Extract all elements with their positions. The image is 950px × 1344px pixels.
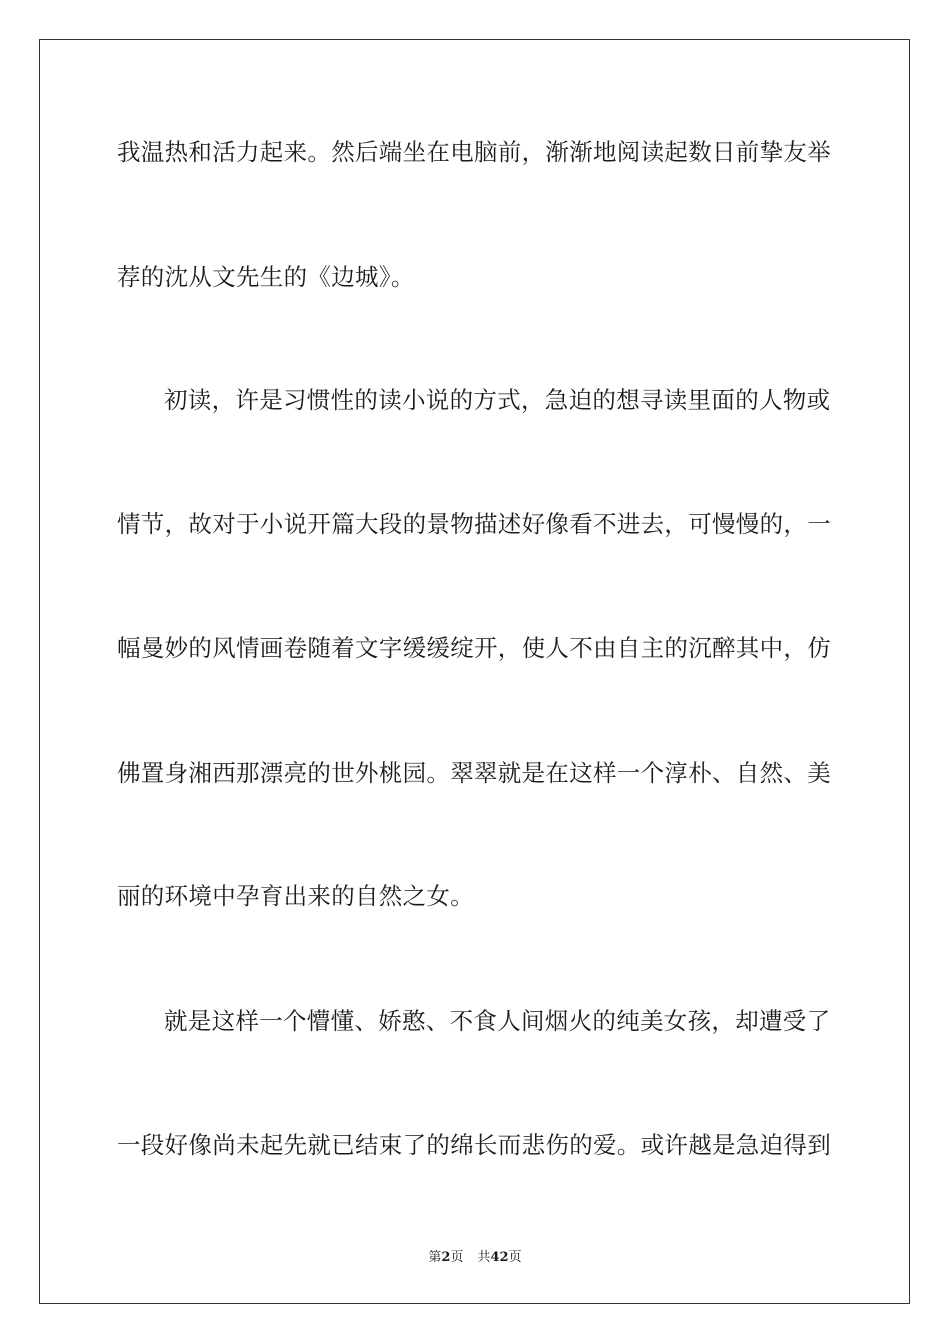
- body-line-6: 佛置身湘西那漂亮的世外桃园。翠翠就是在这样一个淳朴、自然、美: [117, 759, 831, 787]
- body-line-9: 一段好像尚未起先就已结束了的绵长而悲伤的爱。或许越是急迫得到: [117, 1131, 831, 1159]
- page-number: 2: [441, 1250, 451, 1265]
- body-line-8: 就是这样一个懵懂、娇憨、不食人间烟火的纯美女孩，却遭受了: [164, 1007, 831, 1035]
- body-line-1: 我温热和活力起来。然后端坐在电脑前，渐渐地阅读起数日前挚友举: [117, 138, 831, 166]
- page-footer: [0, 1249, 950, 1267]
- total-prefix: 共: [477, 1250, 491, 1265]
- total-suffix: 页: [508, 1250, 522, 1265]
- body-line-5: 幅曼妙的风情画卷随着文字缓缓绽开，使人不由自主的沉醉其中，仿: [117, 634, 831, 662]
- body-line-2: 荐的沈从文先生的《边城》。: [117, 263, 415, 291]
- page-border: [39, 39, 910, 1304]
- body-line-3: 初读，许是习惯性的读小说的方式，急迫的想寻读里面的人物或: [164, 386, 831, 414]
- page-prefix: 第: [428, 1250, 442, 1265]
- body-line-7: 丽的环境中孕育出来的自然之女。: [117, 882, 474, 910]
- body-line-4: 情节，故对于小说开篇大段的景物描述好像看不进去，可慢慢的，一: [117, 510, 831, 538]
- total-pages: 42: [490, 1250, 509, 1265]
- page-suffix: 页: [450, 1250, 464, 1265]
